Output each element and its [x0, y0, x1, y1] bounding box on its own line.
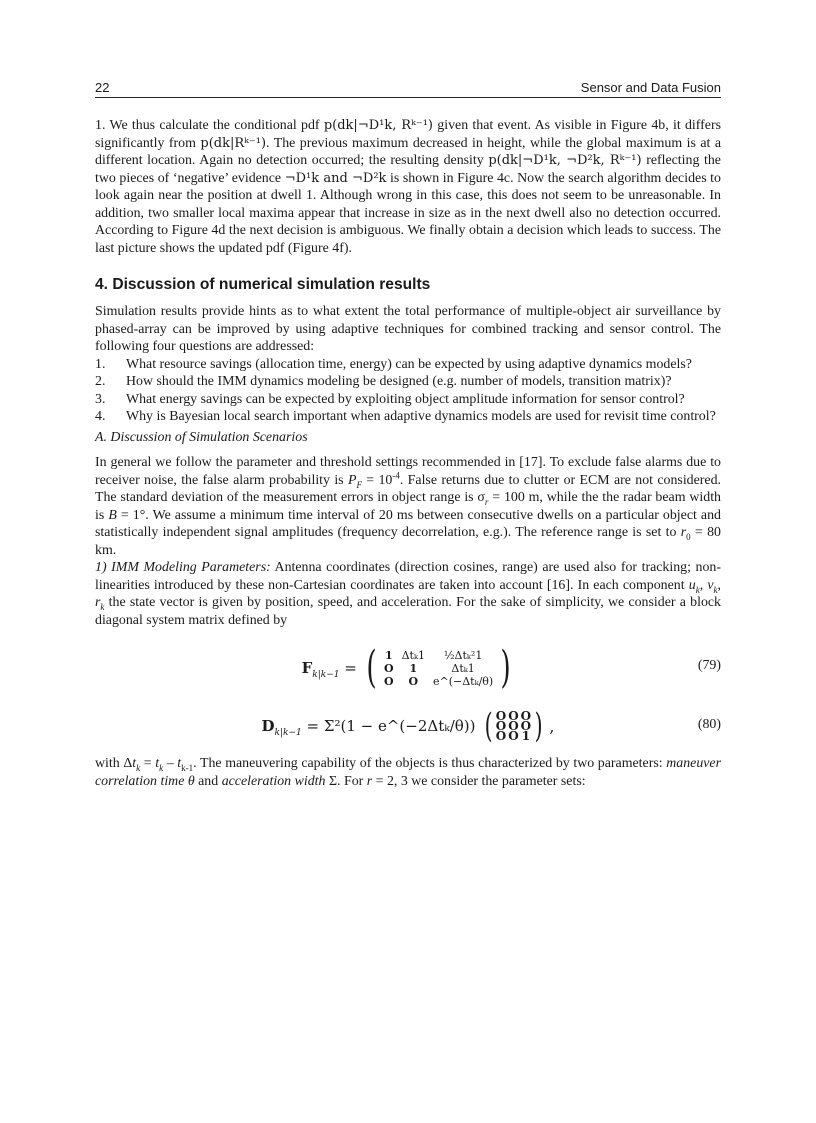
book-title: Sensor and Data Fusion	[580, 80, 721, 95]
page-number: 22	[95, 80, 110, 95]
equation-number: (80)	[697, 717, 721, 732]
list-item: 3. What energy savings can be expected by exploiting object amplitude information for sensor control?	[95, 391, 685, 407]
closing-paragraph: with $\Delta t_k = t_k - t_{k-1}$. The maneuvering capability of the objects is thus characterized by two parameters: maneuver correlation time θ and acceleration width Σ. For r = 2, 3 we consider the parameter sets:	[95, 756, 722, 789]
list-item: 1. What resource savings (allocation time, energy) can be expected by using adaptive dynamics models?	[95, 356, 692, 372]
intro-paragraph: 1. We thus calculate the conditional pdf p(dk|¬D¹k, Rᵏ⁻¹) given that event. As visible in Figure 4b, it differs significantly from p(dk|Rᵏ⁻¹). The previous maximum decreased in height, while the global maximum is at a different location. Again no detection occurred; the resulting density p(dk|¬D¹k, ¬D²k, Rᵏ⁻¹) reflecting the two pieces of ‘negative’ evidence ¬D¹k and ¬D²k is shown in Figure 4c. Now the search algorithm decides to look again near the position at dwell 1. Although wrong in this case, this does not seem to be unreasonable. In addition, two smaller local maxima appear that increase in size as in the next dwell also no detection occurred. According to Figure 4d the next decision is ambiguous. We finally obtain a decision which leads to success. The last picture shows the updated pdf (Figure 4f).	[95, 118, 721, 256]
running-head	[95, 80, 721, 98]
equation-number: (79)	[697, 658, 721, 673]
pdf-expression-3: p(dk|¬D¹k, ¬D²k, Rᵏ⁻¹)	[488, 153, 642, 168]
page-content	[95, 80, 721, 790]
pdf-expression-2: p(dk|Rᵏ⁻¹)	[200, 135, 267, 151]
pdf-expression-1: p(dk|¬D¹k, Rᵏ⁻¹)	[323, 118, 433, 133]
section-heading: 4. Discussion of numerical simulation results	[95, 276, 431, 293]
question-list	[95, 356, 721, 426]
system-matrix: 1 Δtₖ1 ½Δtₖ²1 O 1 Δtₖ1 O O e^(−Δtₖ/θ)	[384, 648, 494, 688]
scenario-paragraph: In general we follow the parameter and threshold settings recommended in [17]. To exclude false alarms due to receiver noise, the false alarm probability is $P_F = 10^{-4}$. False returns due to clutter or ECM are not considered. The standard deviation of the measurement errors in object range is $\sigma_r = 100$ m, while the the radar beam width is B = 1°. We assume a minimum time interval of 20 ms between consecutive dwells on a particular object and statistically independent signal amplitudes (frequency decorrelation, e.g.). The reference range is set to $r_0 = 80$ km.	[95, 455, 721, 558]
subsection-heading: A. Discussion of Simulation Scenarios	[95, 429, 308, 445]
negative-evidence-expression: ¬D¹k and ¬D²k	[284, 170, 387, 186]
list-item: 2. How should the IMM dynamics modeling be designed (e.g. number of models, transition matrix)?	[95, 374, 672, 389]
imm-paragraph: 1) IMM Modeling Parameters: Antenna coordinates (direction cosines, range) are used also for tracking; non-linearities introduced by these non-Cartesian coordinates are taken into account [16]. In each component $u_k$, $v_k$, $r_k$ the state vector is given by position, speed, and acceleration. For the sake of simplicity, we consider a block diagonal system matrix defined by	[95, 560, 721, 628]
equation-79: $F_{k|k-1}$ = ( 1 Δtₖ1 ½Δtₖ²1 O 1 Δtₖ1 O O e^(−Δtₖ/θ) ) (79)	[301, 642, 721, 693]
imm-label: 1) IMM Modeling Parameters:	[95, 560, 271, 575]
list-item: 4. Why is Bayesian local search important when adaptive dynamics models are used for revisit time control?	[95, 409, 716, 424]
section-intro-paragraph: Simulation results provide hints as to what extent the total performance of multiple-object air surveillance by phased-array can be improved by using adaptive techniques for combined tracking and sensor control. The following four questions are addressed:	[95, 304, 721, 354]
equation-80: $D_{k|k-1} = \Sigma^2(1$ − e^(−2Δtₖ/θ)) ( O O O O O O O O 1 ) , (80)	[261, 706, 721, 746]
noise-matrix: O O O O O O O O 1	[495, 709, 532, 743]
